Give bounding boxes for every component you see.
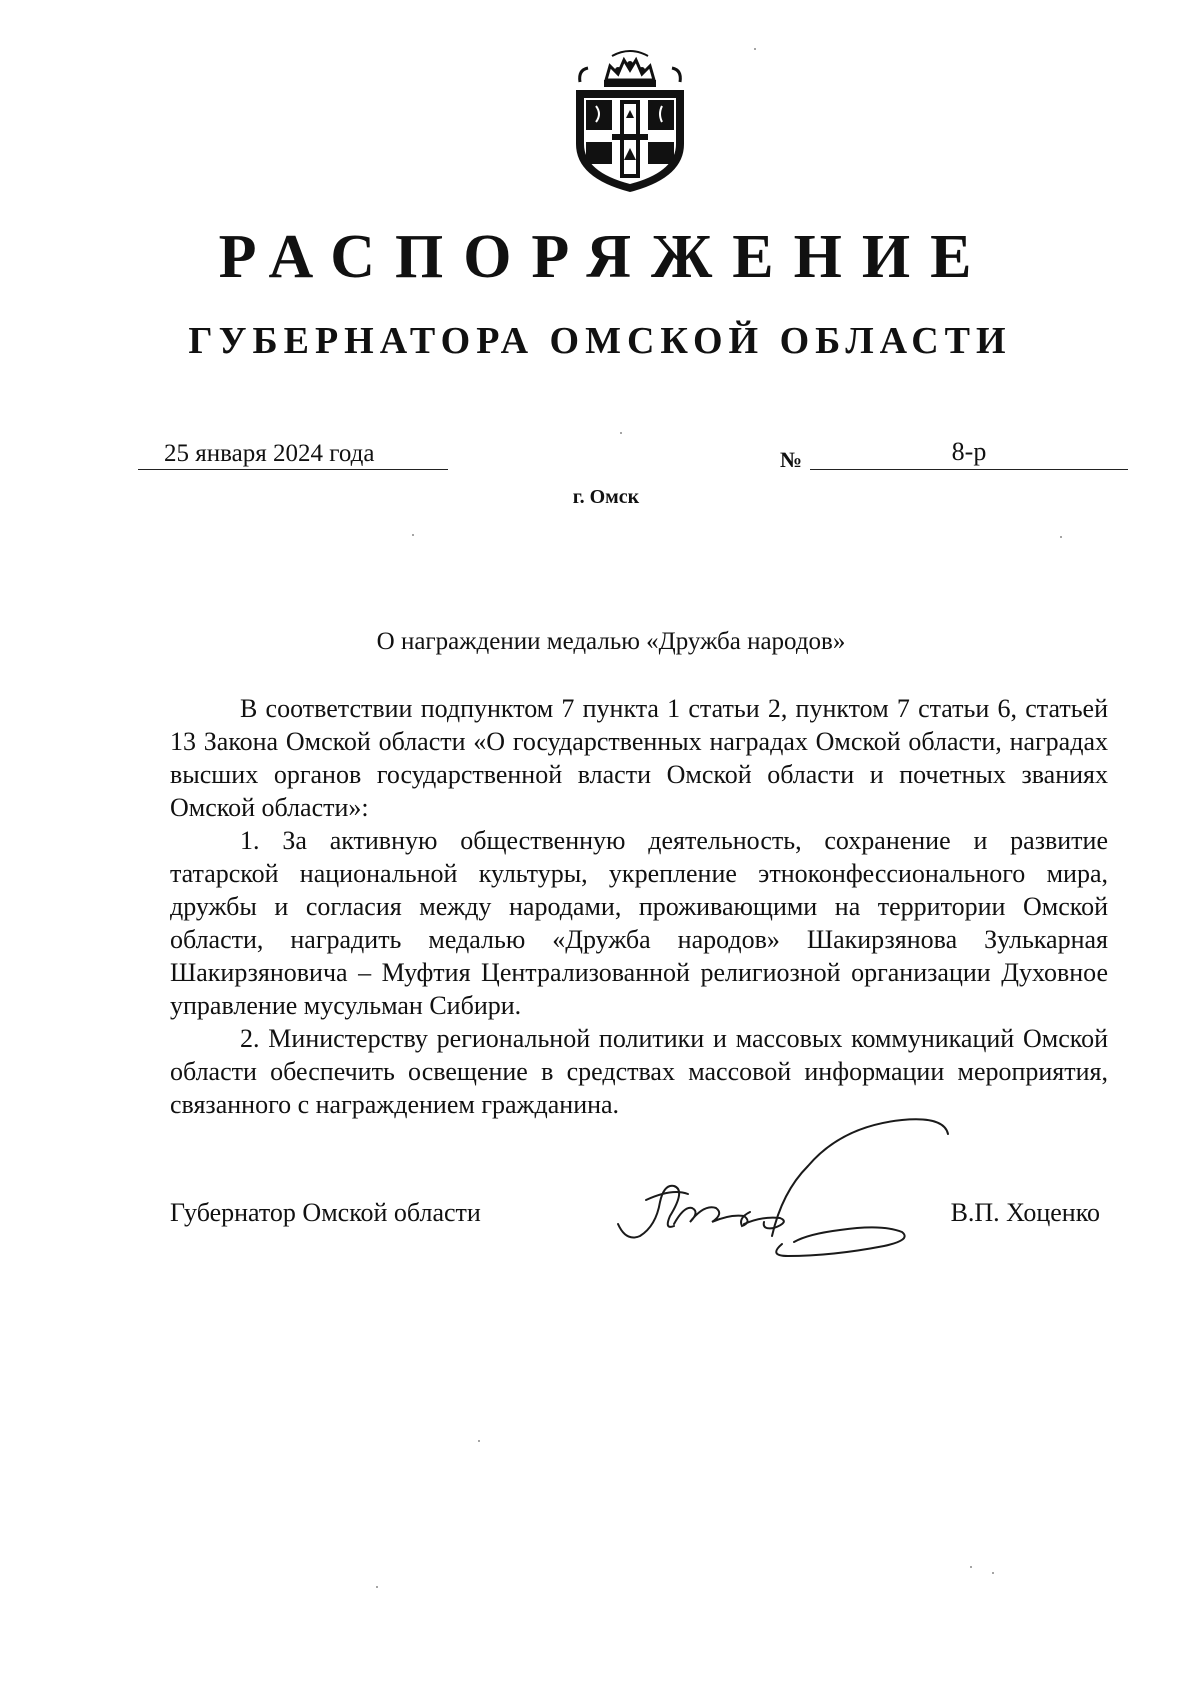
signatory-position: Губернатор Омской области: [170, 1198, 481, 1227]
scan-speck: [376, 1586, 378, 1588]
scan-speck: [970, 1566, 972, 1568]
signatory-name: В.П. Хоценко: [950, 1198, 1100, 1227]
number-label: №: [780, 447, 803, 472]
scan-speck: [478, 1440, 480, 1442]
coat-of-arms-emblem: [568, 48, 692, 194]
crown-icon: [580, 51, 681, 87]
date-underline: [138, 469, 448, 470]
scan-speck: [1060, 536, 1062, 538]
shield-icon: [576, 90, 684, 192]
clause-1-paragraph: 1. За активную общественную деятельность, сохранение и развитие татарской национальной культуры, укрепление этноконфессионального мира, дружбы и согласия между народами, проживающими на территории Омской области, наградить медалью «Дружба народов» Шакирзянова Зулькарная Шакирзяновича – Муфтия Централизованной религиозной организации Духовное управление мусульман Сибири.: [170, 826, 1108, 1020]
preamble-paragraph: В соответствии подпунктом 7 пункта 1 статьи 2, пунктом 7 статьи 6, статьей 13 Закона Омской области «О государственных наградах Омской области, наградах высших органов государственной власти Омской области и почетных званиях Омской области»:: [170, 694, 1108, 822]
document-body: [170, 692, 1108, 1121]
document-date: 25 января 2024 года: [164, 440, 375, 467]
number-underline: [810, 469, 1128, 470]
scan-speck: [754, 48, 756, 50]
document-heading: О награждении медалью «Дружба народов»: [376, 628, 846, 655]
scan-speck: [992, 1572, 994, 1574]
issuer-title: ГУБЕРНАТОРА ОМСКОЙ ОБЛАСТИ: [188, 320, 1012, 362]
document-number: 8-р: [951, 437, 987, 466]
scan-speck: [620, 432, 622, 434]
city: г. Омск: [572, 486, 640, 508]
clause-2-paragraph: 2. Министерству региональной политики и массовых коммуникаций Омской области обеспечить освещение в средствах массовой информации мероприятия, связанного с награждением гражданина.: [170, 1024, 1108, 1119]
scan-speck: [412, 534, 414, 536]
document-type-title: РАСПОРЯЖЕНИЕ: [218, 223, 992, 291]
handwritten-signature: [612, 1096, 982, 1266]
